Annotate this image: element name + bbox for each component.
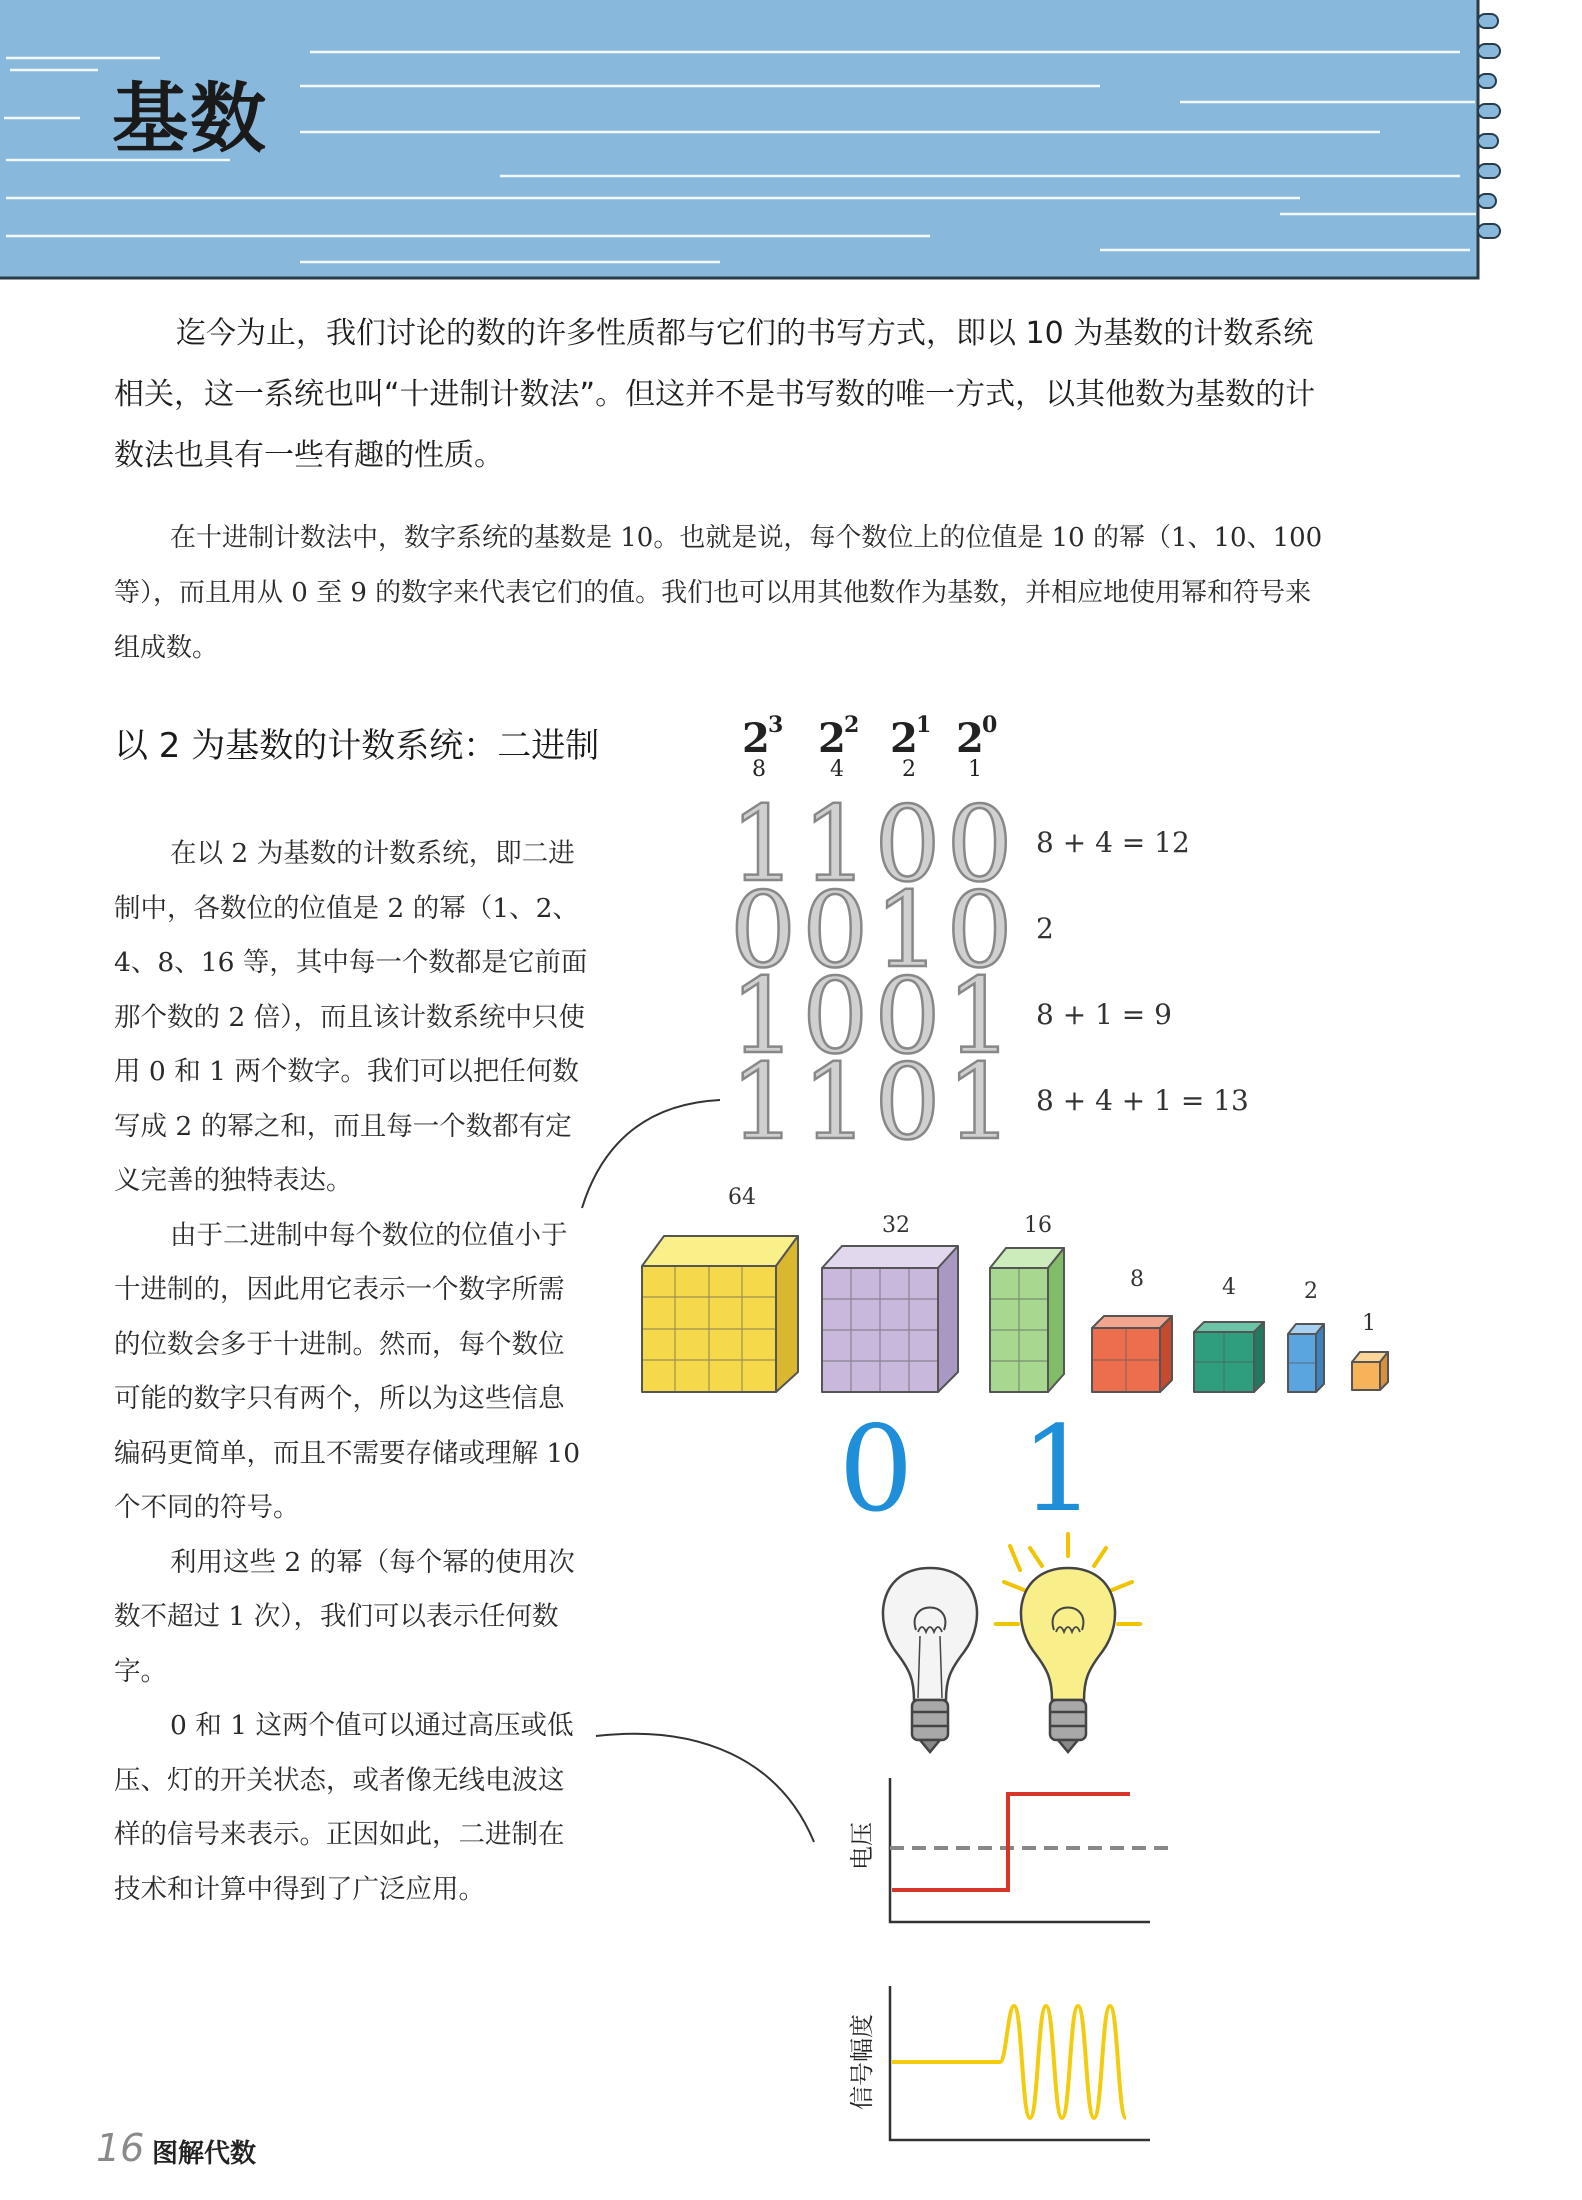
cube-16: [990, 1268, 1048, 1392]
cube-label: 64: [728, 1185, 756, 1210]
power-base: 2: [742, 715, 770, 762]
bulb-on-icon: [996, 1534, 1140, 1752]
section-heading: 以 2 为基数的计数系统：二进制: [114, 726, 600, 766]
power-exponent: 2: [844, 712, 860, 738]
binary-equation: 8 + 1 = 9: [1036, 998, 1172, 1031]
binary-number: 1101: [730, 1041, 1019, 1163]
body-paragraph: 0 和 1 这两个值可以通过高压或低压、灯的开关状态，或者像无线电波这样的信号来表示。正因如此，二进制在技术和计算中得到了广泛应用。: [114, 1710, 574, 1905]
cube-label: 1: [1362, 1311, 1376, 1336]
power-value: 2: [902, 757, 916, 782]
power-exponent: 0: [982, 712, 998, 738]
binary-equation: 2: [1036, 912, 1054, 945]
cube-64: [642, 1266, 776, 1392]
cube-label: 16: [1024, 1213, 1052, 1238]
signal-axis-label: 信号幅度: [848, 2014, 876, 2110]
cube-2: [1288, 1334, 1316, 1392]
binary-equation: 8 + 4 + 1 = 13: [1036, 1084, 1249, 1117]
cube-label: 2: [1304, 1279, 1318, 1304]
bulb-off-icon: [883, 1568, 977, 1752]
powers-header: [742, 712, 997, 782]
cube-label: 4: [1222, 1275, 1236, 1300]
power-value: 1: [968, 757, 982, 782]
power-base: 2: [818, 715, 846, 762]
body-paragraph: 由于二进制中每个数位的位值小于十进制的，因此用它表示一个数字所需的位数会多于十进制。然而，每个数位可能的数字只有两个，所以为这些信息编码更简单，而且不需要存储或理解 10 个不同的符号。: [114, 1219, 581, 1523]
cube-32: [822, 1268, 938, 1392]
power-exponent: 1: [916, 712, 932, 738]
binary-number: 1100: [730, 783, 1019, 905]
intro-paragraph: 迄今为止，我们讨论的数的许多性质都与它们的书写方式，即以 10 为基数的计数系统相关，这一系统也叫“十进制计数法”。但这并不是书写数的唯一方式，以其他数为基数的计数法也具有一些有趣的性质。: [114, 316, 1316, 473]
cube-1: [1352, 1362, 1380, 1390]
page-number: 16: [96, 2126, 145, 2170]
voltage-graph: [848, 1778, 1168, 1922]
body-paragraph: 利用这些 2 的幂（每个幂的使用次数不超过 1 次），我们可以表示任何数字。: [114, 1546, 575, 1687]
binary-number: 0010: [730, 869, 1019, 991]
book-title: 图解代数: [152, 2139, 257, 2169]
decimal-paragraph: 在十进制计数法中，数字系统的基数是 10。也就是说，每个数位上的位值是 10 的幂（1、10、100 等），而且用从 0 至 9 的数字来代表它们的值。我们也可以用其他数作为基数，并相应地使用幂和符号来组成数。: [114, 523, 1323, 663]
body-text: [114, 827, 590, 1917]
page-title: 基数: [112, 74, 268, 163]
cube-8: [1092, 1328, 1160, 1392]
cube-4: [1194, 1332, 1254, 1392]
cube-label: 8: [1130, 1267, 1144, 1292]
cube-label: 32: [882, 1213, 910, 1238]
bit-zero: 0: [838, 1400, 914, 1538]
power-base: 2: [890, 715, 918, 762]
power-value: 8: [752, 757, 766, 782]
bit-one: 1: [1020, 1400, 1096, 1538]
body-paragraph: 在以 2 为基数的计数系统，即二进制中，各数位的位值是 2 的幂（1、2、4、8、16 等，其中每一个数都是它前面那个数的 2 倍），而且该计数系统中只使用 0 和 1 两个数字。我们可以把任何数写成 2 的幂之和，而且每一个数都有定义完善的独特表达。: [114, 838, 588, 1196]
power-exponent: 3: [768, 712, 784, 738]
power-base: 2: [956, 715, 984, 762]
binary-number: 1001: [730, 955, 1019, 1077]
power-value: 4: [830, 757, 844, 782]
voltage-axis-label: 电压: [848, 1822, 876, 1870]
binary-equation: 8 + 4 = 12: [1036, 826, 1190, 859]
signal-graph: [848, 1986, 1150, 2140]
